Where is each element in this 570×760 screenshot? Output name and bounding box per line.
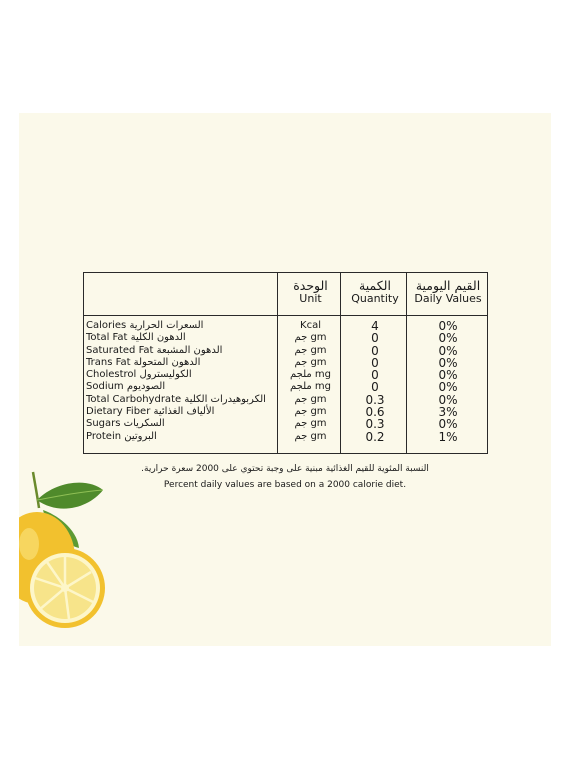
quantity-cell: 0 bbox=[371, 355, 379, 370]
quantity-cell: 0 bbox=[371, 343, 379, 358]
daily-value-cell: 0% bbox=[438, 343, 458, 358]
daily-value-cell: 0% bbox=[438, 319, 458, 333]
quantity-cell: 0.2 bbox=[365, 429, 385, 444]
nutrient-name: Calories السعرات الحرارية bbox=[86, 320, 204, 331]
quantity-cell: 0 bbox=[371, 368, 379, 383]
daily-value-cell: 0% bbox=[438, 380, 458, 395]
quantity-cell: 0.3 bbox=[365, 417, 385, 432]
unit-cell: جم gm bbox=[294, 418, 327, 430]
quantity-cell: 4 bbox=[371, 319, 379, 333]
daily-value-cell: 0% bbox=[438, 331, 458, 346]
daily-value-cell: 0% bbox=[438, 417, 458, 432]
unit-cell: جم gm bbox=[294, 356, 327, 368]
arabic-footnote: النسبة المئوية للقيم الغذائية مبنية على وجبة تحتوي على 2000 سعرة حرارية. bbox=[141, 464, 429, 474]
nutrient-name: Total Fat الدهون الكلية bbox=[86, 332, 186, 344]
unit-cell: جم gm bbox=[294, 332, 327, 344]
quantity-cell: 0 bbox=[371, 331, 379, 346]
nutrient-name: Dietary Fiber الألياف الغذائية bbox=[86, 406, 215, 418]
daily-value-cell: 0% bbox=[438, 355, 458, 370]
nutrient-name: Cholestrol الكوليسترول bbox=[86, 369, 192, 381]
lemon-illustration-icon bbox=[19, 470, 129, 646]
daily-value-cell: 0% bbox=[438, 392, 458, 407]
quantity-header bbox=[342, 279, 408, 305]
daily-values-header bbox=[408, 279, 488, 305]
unit-cell: ملجم mg bbox=[289, 381, 332, 393]
unit-cell: جم gm bbox=[294, 430, 327, 442]
nutrient-daily-values bbox=[408, 320, 488, 443]
nutrient-name: Saturated Fat الدهون المشبعة bbox=[86, 344, 223, 356]
unit-header bbox=[279, 279, 342, 305]
nutrient-quantities bbox=[342, 320, 408, 443]
nutrient-name: Sugars السكريات bbox=[86, 418, 165, 430]
daily-value-cell: 1% bbox=[438, 429, 458, 444]
unit-header-en: Unit bbox=[299, 292, 322, 305]
unit-cell: جم gm bbox=[294, 344, 327, 356]
daily-value-cell: 0% bbox=[438, 368, 458, 383]
unit-cell: ملجم mg bbox=[289, 369, 332, 381]
nutrient-names bbox=[86, 320, 279, 443]
nutrient-name: Trans Fat الدهون المتحولة bbox=[86, 356, 201, 368]
quantity-cell: 0.6 bbox=[365, 405, 385, 420]
quantity-header-ar: الكمية bbox=[359, 278, 391, 293]
header-divider bbox=[84, 315, 487, 316]
english-footnote: Percent daily values are based on a 2000 calorie diet. bbox=[163, 480, 407, 490]
nutrition-table bbox=[83, 272, 488, 454]
daily-value-cell: 3% bbox=[438, 405, 458, 420]
quantity-cell: 0.3 bbox=[365, 392, 385, 407]
quantity-cell: 0 bbox=[371, 380, 379, 395]
nutrient-name: Total Carbohydrate الكربوهيدرات الكلية bbox=[86, 393, 266, 405]
daily-header-en: Daily Values bbox=[414, 292, 482, 305]
unit-header-ar: الوحدة bbox=[293, 278, 328, 293]
nutrient-units bbox=[279, 320, 342, 443]
daily-header-ar: القيم اليومية bbox=[415, 278, 481, 293]
unit-cell: جم gm bbox=[294, 406, 327, 418]
nutrient-name: Sodium الصوديوم bbox=[86, 381, 166, 393]
nutrient-name: Protein البروتين bbox=[86, 430, 157, 442]
quantity-header-en: Quantity bbox=[351, 292, 399, 305]
unit-cell: جم gm bbox=[294, 393, 327, 405]
unit-cell: Kcal bbox=[300, 320, 321, 331]
